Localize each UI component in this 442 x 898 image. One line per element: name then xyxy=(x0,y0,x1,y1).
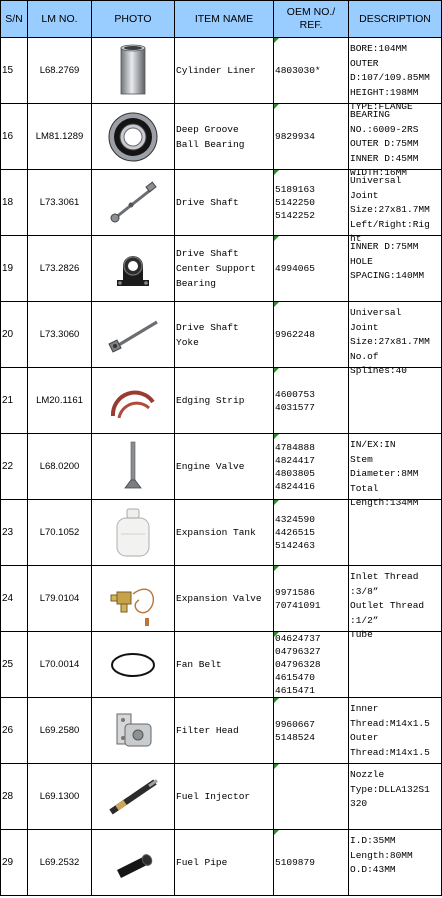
row-item-name xyxy=(175,302,274,368)
oem-line: 4784888 xyxy=(275,441,315,453)
oem-line: 4426515 xyxy=(275,527,315,538)
row-oem xyxy=(274,236,349,302)
desc-line: INNER D:45MM xyxy=(350,152,419,164)
row-sn: 15 xyxy=(1,38,28,104)
description-clip xyxy=(350,503,440,562)
desc-line: D:107/109.85MM xyxy=(350,72,430,83)
table-row xyxy=(1,698,442,764)
row-lm-no: L68.0200 xyxy=(28,434,92,500)
desc-line: INNER D:75MM xyxy=(350,241,419,252)
name-line: Drive Shaft xyxy=(176,197,239,208)
desc-line: Inner xyxy=(350,703,379,714)
center-support-bearing-icon xyxy=(93,240,173,298)
row-oem xyxy=(274,368,349,434)
row-sn: 22 xyxy=(1,434,28,500)
row-oem xyxy=(274,104,349,170)
desc-line: Left/Right:Rig xyxy=(350,218,430,230)
table-row xyxy=(1,566,442,632)
row-photo xyxy=(92,632,175,698)
description-clip xyxy=(350,833,440,892)
desc-line: TYPE:FLANGE xyxy=(350,101,413,112)
row-sn: 18 xyxy=(1,170,28,236)
row-item-name xyxy=(175,368,274,434)
oem-line: 5142252 xyxy=(275,210,315,221)
row-photo xyxy=(92,830,175,896)
cell-marker-icon xyxy=(274,38,279,43)
expansion-tank-icon xyxy=(93,504,173,562)
oem-line: 9962248 xyxy=(275,329,315,340)
fan-belt-icon xyxy=(93,636,173,694)
row-lm-no: LM20.1161 xyxy=(28,368,92,434)
description-clip xyxy=(350,107,440,178)
row-photo xyxy=(92,368,175,434)
row-lm-no: L69.2532 xyxy=(28,830,92,896)
name-line: Fan Belt xyxy=(176,659,222,670)
name-line: Expansion Tank xyxy=(176,527,256,538)
cell-marker-icon xyxy=(274,632,279,637)
row-sn: 20 xyxy=(1,302,28,368)
oem-line: 4824417 xyxy=(275,454,315,466)
name-line: Drive Shaft xyxy=(176,321,239,333)
cell-marker-icon xyxy=(274,566,279,571)
desc-line: Size:27x81.7MM xyxy=(350,204,430,215)
oem-line: 4031577 xyxy=(275,401,315,413)
desc-line: No.of xyxy=(350,350,379,362)
desc-line: IN/EX:IN xyxy=(350,439,396,450)
oem-line: 4803805 xyxy=(275,467,315,479)
description-clip xyxy=(350,173,440,244)
name-line: Edging Strip xyxy=(176,395,245,406)
row-item-name xyxy=(175,434,274,500)
header-sn: S/N xyxy=(1,1,28,38)
drive-shaft-yoke-icon xyxy=(93,306,173,364)
drive-shaft-icon xyxy=(93,174,173,232)
row-description xyxy=(349,698,442,764)
row-description xyxy=(349,302,442,376)
row-photo xyxy=(92,566,175,632)
table-row xyxy=(1,236,442,302)
desc-line: 320 xyxy=(350,798,368,809)
oem-line: 5189163 xyxy=(275,184,315,195)
row-oem xyxy=(274,38,349,104)
description-clip xyxy=(350,371,440,430)
table-row xyxy=(1,302,442,368)
desc-line: ht xyxy=(350,233,362,244)
oem-line: 4615471 xyxy=(275,685,315,696)
table-row xyxy=(1,434,442,500)
desc-line: NO.:6009-2RS xyxy=(350,123,419,135)
oem-line: 5148524 xyxy=(275,731,315,743)
oem-line: 5142250 xyxy=(275,197,315,208)
desc-line: Stem xyxy=(350,453,373,465)
name-line: Expansion Valve xyxy=(176,593,262,604)
row-item-name xyxy=(175,698,274,764)
row-sn: 19 xyxy=(1,236,28,302)
cell-marker-icon xyxy=(274,170,279,175)
cell-marker-icon xyxy=(274,104,279,109)
row-oem xyxy=(274,170,349,236)
desc-line: Thread:M14x1.5 xyxy=(350,717,430,729)
desc-line: I.D:35MM xyxy=(350,835,396,846)
description-clip xyxy=(350,41,440,112)
row-sn: 16 xyxy=(1,104,28,170)
name-line: Yoke xyxy=(176,336,199,348)
row-lm-no: L69.1300 xyxy=(28,764,92,830)
desc-line: Size:27x81.7MM xyxy=(350,336,430,347)
name-line: Cylinder Liner xyxy=(176,65,256,76)
row-photo xyxy=(92,302,175,368)
desc-line: Universal xyxy=(350,175,402,186)
oem-line: 4824416 xyxy=(275,480,315,492)
name-line: Deep Groove xyxy=(176,123,239,135)
desc-line: Joint xyxy=(350,189,379,201)
cell-marker-icon xyxy=(274,764,279,769)
desc-line: OUTER D:75MM xyxy=(350,138,419,149)
name-line: Filter Head xyxy=(176,725,239,736)
name-line: Center Support xyxy=(176,263,256,274)
cell-marker-icon xyxy=(274,698,279,703)
oem-line: 04796328 xyxy=(275,659,321,670)
row-description xyxy=(349,566,442,640)
desc-line: SPACING:140MM xyxy=(350,270,425,281)
cell-marker-icon xyxy=(274,236,279,241)
oem-line: 5109879 xyxy=(275,857,315,868)
desc-line: Inlet Thread xyxy=(350,571,419,582)
name-line: Engine Valve xyxy=(176,461,245,472)
row-description xyxy=(349,830,442,896)
row-lm-no: LM81.1289 xyxy=(28,104,92,170)
row-lm-no: L68.2769 xyxy=(28,38,92,104)
header-oem xyxy=(274,1,349,38)
header-lm-no: LM NO. xyxy=(28,1,92,38)
desc-line: Length:134MM xyxy=(350,497,419,508)
row-item-name xyxy=(175,104,274,170)
description-clip xyxy=(350,305,440,376)
desc-line: Joint xyxy=(350,321,379,333)
engine-valve-icon xyxy=(93,438,173,496)
cell-marker-icon xyxy=(274,500,279,505)
row-lm-no: L79.0104 xyxy=(28,566,92,632)
oem-line: 4994065 xyxy=(275,263,315,274)
row-item-name xyxy=(175,38,274,104)
row-sn: 21 xyxy=(1,368,28,434)
cell-marker-icon xyxy=(274,830,279,835)
desc-line: Length:80MM xyxy=(350,849,413,861)
row-oem xyxy=(274,698,349,764)
cell-marker-icon xyxy=(274,302,279,307)
name-line: Fuel Pipe xyxy=(176,857,228,868)
header-row xyxy=(1,1,442,38)
desc-line: Nozzle xyxy=(350,769,385,780)
row-oem xyxy=(274,500,349,566)
row-description xyxy=(349,170,442,244)
desc-line: Diameter:8MM xyxy=(350,468,419,479)
row-sn: 25 xyxy=(1,632,28,698)
desc-line: Tube xyxy=(350,629,373,640)
desc-line: Outlet Thread xyxy=(350,600,425,611)
name-line: Ball Bearing xyxy=(176,138,245,150)
row-item-name xyxy=(175,764,274,830)
table-row xyxy=(1,104,442,170)
cell-marker-icon xyxy=(274,434,279,439)
row-photo xyxy=(92,698,175,764)
row-lm-no: L70.0014 xyxy=(28,632,92,698)
desc-line: Total xyxy=(350,482,379,494)
desc-line: Splines:40 xyxy=(350,365,408,376)
row-item-name xyxy=(175,632,274,698)
row-photo xyxy=(92,764,175,830)
row-sn: 23 xyxy=(1,500,28,566)
fuel-pipe-icon xyxy=(93,834,173,892)
header-oem-line2: REF. xyxy=(299,19,323,31)
table-row xyxy=(1,830,442,896)
desc-line: Thread:M14x1.5 xyxy=(350,746,430,758)
table-row xyxy=(1,38,442,104)
table-row xyxy=(1,764,442,830)
desc-line: BEARING xyxy=(350,109,390,120)
table-row xyxy=(1,170,442,236)
header-photo: PHOTO xyxy=(92,1,175,38)
row-photo xyxy=(92,104,175,170)
description-clip xyxy=(350,767,440,826)
row-sn: 24 xyxy=(1,566,28,632)
header-oem-line1: OEM NO./ xyxy=(286,6,336,18)
row-oem xyxy=(274,566,349,632)
expansion-valve-icon xyxy=(93,570,173,628)
row-oem xyxy=(274,764,349,830)
oem-line: 4600753 xyxy=(275,388,315,400)
name-line: Fuel Injector xyxy=(176,791,251,802)
ball-bearing-icon xyxy=(93,108,173,166)
row-description xyxy=(349,434,442,508)
name-line: Bearing xyxy=(176,278,216,289)
oem-line: 9971586 xyxy=(275,586,315,598)
desc-line: HOLE xyxy=(350,255,373,267)
row-item-name xyxy=(175,566,274,632)
table-row xyxy=(1,632,442,698)
row-photo xyxy=(92,170,175,236)
desc-line: HEIGHT:198MM xyxy=(350,86,419,98)
row-description xyxy=(349,38,442,112)
row-lm-no: L69.2580 xyxy=(28,698,92,764)
row-item-name xyxy=(175,830,274,896)
description-clip xyxy=(350,701,440,760)
oem-line: 9960667 xyxy=(275,718,315,730)
oem-line: 4324590 xyxy=(275,514,315,525)
edging-strip-icon xyxy=(93,372,173,430)
row-photo xyxy=(92,38,175,104)
description-clip xyxy=(350,239,440,298)
description-clip xyxy=(350,635,440,694)
row-item-name xyxy=(175,500,274,566)
row-lm-no: L73.3060 xyxy=(28,302,92,368)
row-item-name xyxy=(175,170,274,236)
row-sn: 26 xyxy=(1,698,28,764)
row-photo xyxy=(92,434,175,500)
oem-line: 5142463 xyxy=(275,540,315,551)
row-description xyxy=(349,764,442,830)
row-lm-no: L73.3061 xyxy=(28,170,92,236)
row-oem xyxy=(274,434,349,500)
desc-line: O.D:43MM xyxy=(350,864,396,875)
oem-line: 4615470 xyxy=(275,672,315,683)
row-item-name xyxy=(175,236,274,302)
name-line: Drive Shaft xyxy=(176,248,239,259)
oem-line: 9829934 xyxy=(275,131,315,142)
row-photo xyxy=(92,500,175,566)
oem-line: 04796327 xyxy=(275,646,321,657)
row-photo xyxy=(92,236,175,302)
row-oem xyxy=(274,632,349,698)
desc-line: OUTER xyxy=(350,57,379,69)
cell-marker-icon xyxy=(274,368,279,373)
cylinder-liner-icon xyxy=(93,42,173,100)
description-clip xyxy=(350,437,440,508)
desc-line: :3/8” xyxy=(350,585,379,597)
oem-line: 4803030* xyxy=(275,65,321,76)
header-description: DESCRIPTION xyxy=(349,1,442,38)
desc-line: Type:DLLA132S1 xyxy=(350,783,430,795)
row-lm-no: L70.1052 xyxy=(28,500,92,566)
filter-head-icon xyxy=(93,702,173,760)
row-sn: 29 xyxy=(1,830,28,896)
row-sn: 28 xyxy=(1,764,28,830)
desc-line: WIDTH:16MM xyxy=(350,167,408,178)
desc-line: Universal xyxy=(350,307,402,318)
desc-line: :1/2” xyxy=(350,614,379,626)
row-oem xyxy=(274,830,349,896)
description-clip xyxy=(350,569,440,640)
row-lm-no: L73.2826 xyxy=(28,236,92,302)
row-description xyxy=(349,236,442,302)
desc-line: BORE:104MM xyxy=(350,43,408,54)
oem-line: 70741091 xyxy=(275,599,321,611)
desc-line: Outer xyxy=(350,732,379,743)
row-oem xyxy=(274,302,349,368)
oem-line: 04624737 xyxy=(275,633,321,644)
fuel-injector-icon xyxy=(93,768,173,826)
header-item-name: ITEM NAME xyxy=(175,1,274,38)
